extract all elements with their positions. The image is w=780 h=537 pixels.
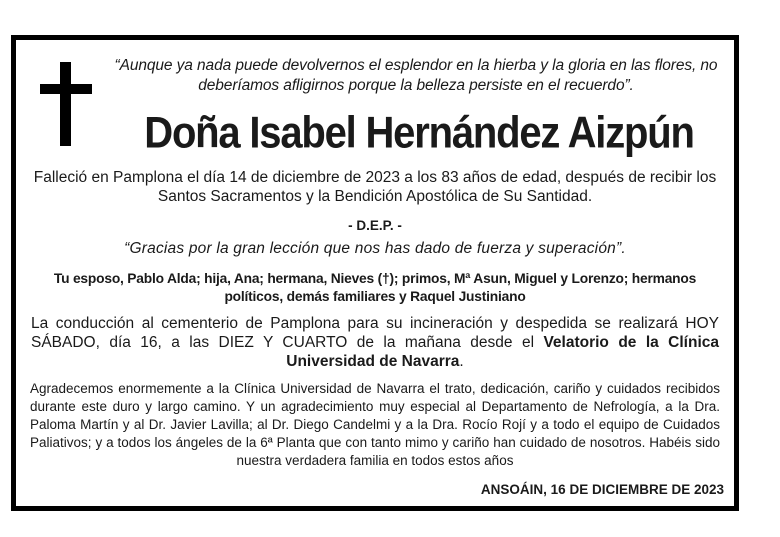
cross-icon <box>40 62 92 146</box>
funeral-details <box>31 314 719 371</box>
death-notice: Falleció en Pamplona el día 14 de diciembre de 2023 a los 83 años de edad, después de recibir los Santos Sacramentos y la Bendición Apostólica de Su Santidad. <box>33 169 717 205</box>
place-date: ANSOÁIN, 16 DE DICIEMBRE DE 2023 <box>480 482 724 497</box>
gratitude-quote: “Gracias por la gran lección que nos has dado de fuerza y superación”. <box>124 240 626 257</box>
dep-label: - D.E.P. - <box>348 218 402 233</box>
acknowledgements: Agradecemos enormemente a la Clínica Universidad de Navarra el trato, dedicación, cariño y cuidados recibidos durante este duro y largo camino. Y un agradecimiento muy especial al Departamento de Nefrología, a la Dra. Paloma Martín y al Dr. Javier Lavilla; al Dr. Diego Candelmi y a la Dra. Rocío Rojí y a todo el equipo de Cuidados Paliativos; y a todos los ángeles de la 6ª Planta que con tanto mimo y cariño han cuidado de nosotros. Habéis sido nuestra verdadera familia en todos estos años <box>30 381 720 468</box>
obituary-frame <box>11 35 739 511</box>
funeral-details-end: . <box>459 353 464 370</box>
funeral-details-text: La conducción al cementerio de Pamplona para su incineración y despedida se realizará HOY SÁBADO, día 16, a las DIEZ Y CUARTO de la mañana desde el <box>31 315 719 351</box>
epigraph-quote: “Aunque ya nada puede devolvernos el esplendor en la hierba y la gloria en las flores, no deberíamos afligirnos porque la belleza persiste en el recuerdo”. <box>114 57 718 94</box>
family-list: Tu esposo, Pablo Alda; hija, Ana; hermana, Nieves (†); primos, Mª Asun, Miguel y Lorenzo; hermanos políticos, demás familiares y Raquel Justiniano <box>53 271 697 304</box>
deceased-name: Doña Isabel Hernández Aizpún <box>144 108 694 158</box>
funeral-location: Velatorio de la Clínica Universidad de Navarra <box>286 334 719 370</box>
obituary-content <box>16 40 734 506</box>
